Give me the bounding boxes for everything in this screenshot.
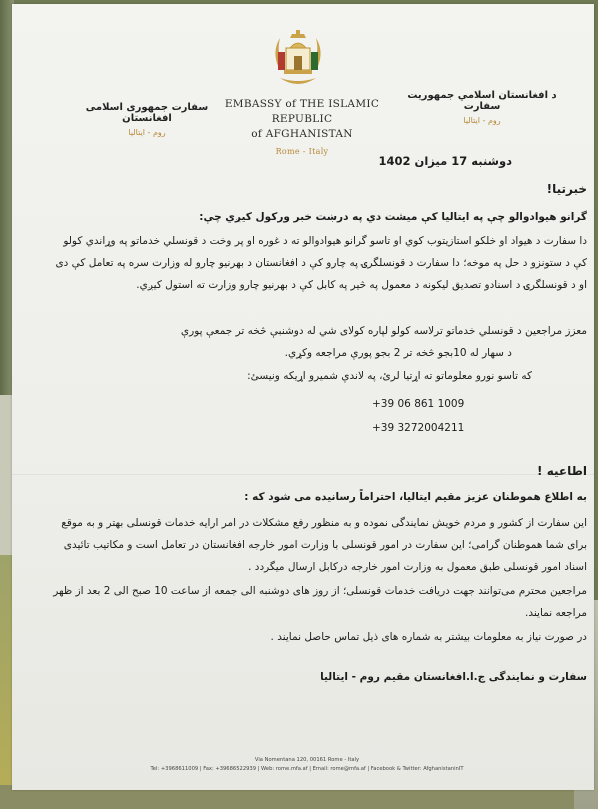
pashto-greeting: گرانو هيوادوالو چې په ايتاليا کې ميشت دي په درښت خبر ورکول کيږي چې: [199, 211, 587, 223]
pashto-paragraph-2: معزز مراجعين د قونسلي خدماتو ترلاسه کولو لپاره کولای شي له دوشنبې څخه تر جمعې پورې [180, 325, 587, 337]
header-dari-title: سفارت جمهوری اسلامی افغانستان [85, 102, 209, 124]
footer-address: Via Nomentana 120, 00161 Rome - Italy [254, 757, 360, 763]
embassy-city: Rome - Italy [275, 147, 329, 156]
dari-paragraph-2: مراجعین محترم می‌توانند جهت دریافت خدمات قونسلی؛ از روز های دوشنبه الی جمعه از ساعت 10 صبح الی 2 بعد از ظهر مراجعه نمایند. [53, 585, 587, 619]
letter-footer [72, 756, 542, 774]
dari-paragraph-3: در صورت نیاز به معلومات بیشتر به شماره های ذیل تماس حاصل نمایند . [270, 631, 587, 643]
phone-number-2: +39 3272004211 [372, 422, 465, 434]
footer-contacts: Tel: +3968611009 | Fax: +39686522939 | Web: rome.mfa.af | Email: rome@mfa.af | Facebook & Twitter: AfghanistaninIT [150, 766, 464, 772]
pashto-heading: خبرتيا! [546, 182, 587, 196]
letter-date: دوشنبه 17 میزان 1402 [378, 154, 512, 168]
header-dari [82, 102, 212, 137]
dari-paragraph-1: این سفارت از کشور و مردم خویش نمایندگی نموده و به منظور رفع مشکلات در امر ارایه خدمات قونسلی بهتر و به موقع برای شما هموطنان گرامی؛ این سفارت در امور قونسلی با وزارت امور خارجه افغانستان در تعامل است و مکاتیب تائیدی اسناد امور قونسلی طبق معمول به وزارت امور خارجه درکابل ارسال میگردد . [61, 517, 587, 573]
header-dari-city: روم - ايتاليا [128, 128, 166, 137]
embassy-title-line1: EMBASSY of THE ISLAMIC REPUBLIC [224, 98, 380, 125]
pashto-paragraph-3: د سهار له 10بجو څخه تر 2 بجو پورې مراجعه وکړي. [284, 347, 512, 359]
letter-page [12, 4, 594, 790]
dari-heading: اطاعیه ! [537, 464, 587, 478]
afghanistan-emblem-icon [270, 26, 326, 92]
embassy-title-line2: of AFGHANISTAN [251, 128, 353, 140]
pashto-paragraph-1: دا سفارت د هيواد او خلکو استازيتوب کوي او تاسو گرانو هيوادوالو ته د غوره او پر وخت د قونسلي خدماتو په وړاندي کولو کې د ستونزو د حل په موخه؛ دا سفارت د قونسلگرۍ په چارو کې د افغانستان د بهرنيو چارو له وزارت سره په تعامل کې دی او د قونسلگرۍ د اسنادو تصديق ليکونه د معمول په څير په کابل کې د بهرنيو چارو وزارت ته استول کيږي. [55, 235, 587, 291]
pashto-paragraph-4: که تاسو نورو معلوماتو ته اړتيا لرئ، په لاندې شميرو اړيکه ونيسئ: [247, 370, 532, 382]
header-pashto [402, 90, 562, 125]
header-pashto-title: د افغانستان اسلامي جمهوريت سفارت [407, 90, 557, 112]
phone-number-1: +39 06 861 1009 [372, 398, 465, 410]
dari-signature: سفارت و نمایندگی ج.ا.افغانستان مقیم روم - ایتالیا [320, 671, 587, 683]
dari-subheading: به اطلاع هموطنان عزیز مقیم ایتالیا، احتراماً رسانیده می شود که : [244, 491, 587, 503]
embassy-title-english [202, 97, 402, 159]
header-pashto-city: روم - ايتاليا [463, 116, 501, 125]
